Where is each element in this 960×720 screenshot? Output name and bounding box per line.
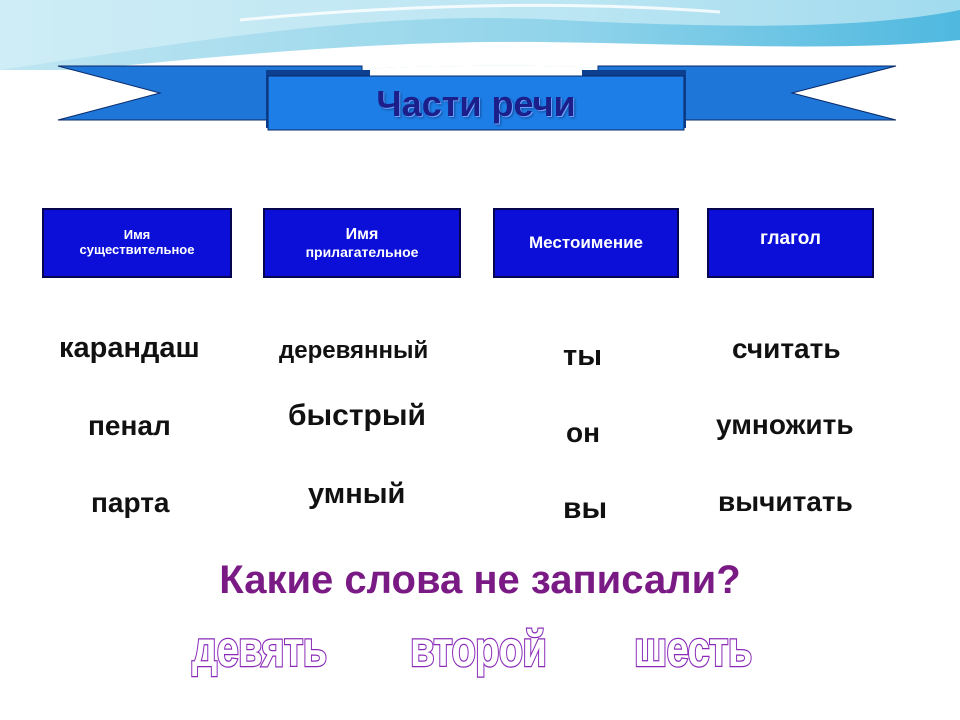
adjective-word: умный bbox=[308, 478, 406, 510]
adjective-word: быстрый bbox=[288, 399, 426, 432]
noun-word: пенал bbox=[88, 410, 171, 441]
pronoun-word: он bbox=[566, 417, 601, 448]
category-adjective-line1: Имя bbox=[345, 225, 379, 243]
adjective-word: деревянный bbox=[279, 337, 429, 364]
category-pronoun bbox=[493, 208, 679, 278]
answer-word: второй bbox=[410, 621, 547, 677]
pronoun-word: вы bbox=[563, 492, 608, 525]
verb-word: считать bbox=[732, 333, 841, 364]
pronoun-word: ты bbox=[563, 340, 602, 372]
answer-word: шесть bbox=[634, 621, 752, 677]
page-title: Части речи bbox=[376, 83, 576, 124]
category-verb-line1: глагол bbox=[760, 228, 821, 250]
category-noun-line1: Имя bbox=[123, 227, 151, 243]
noun-word: карандаш bbox=[59, 332, 200, 364]
category-noun-line2: существительное bbox=[79, 242, 195, 257]
category-adjective-line2: прилагательное bbox=[305, 244, 419, 261]
category-verb bbox=[707, 208, 874, 278]
verb-word: вычитать bbox=[718, 486, 853, 517]
verb-word: умножить bbox=[716, 409, 854, 440]
category-pronoun-line1: Местоимение bbox=[529, 233, 643, 253]
category-adjective bbox=[263, 208, 461, 278]
category-noun bbox=[42, 208, 232, 278]
answer-word: девять bbox=[192, 621, 327, 677]
noun-word: парта bbox=[91, 487, 170, 518]
question-text: Какие слова не записали? bbox=[219, 558, 741, 602]
